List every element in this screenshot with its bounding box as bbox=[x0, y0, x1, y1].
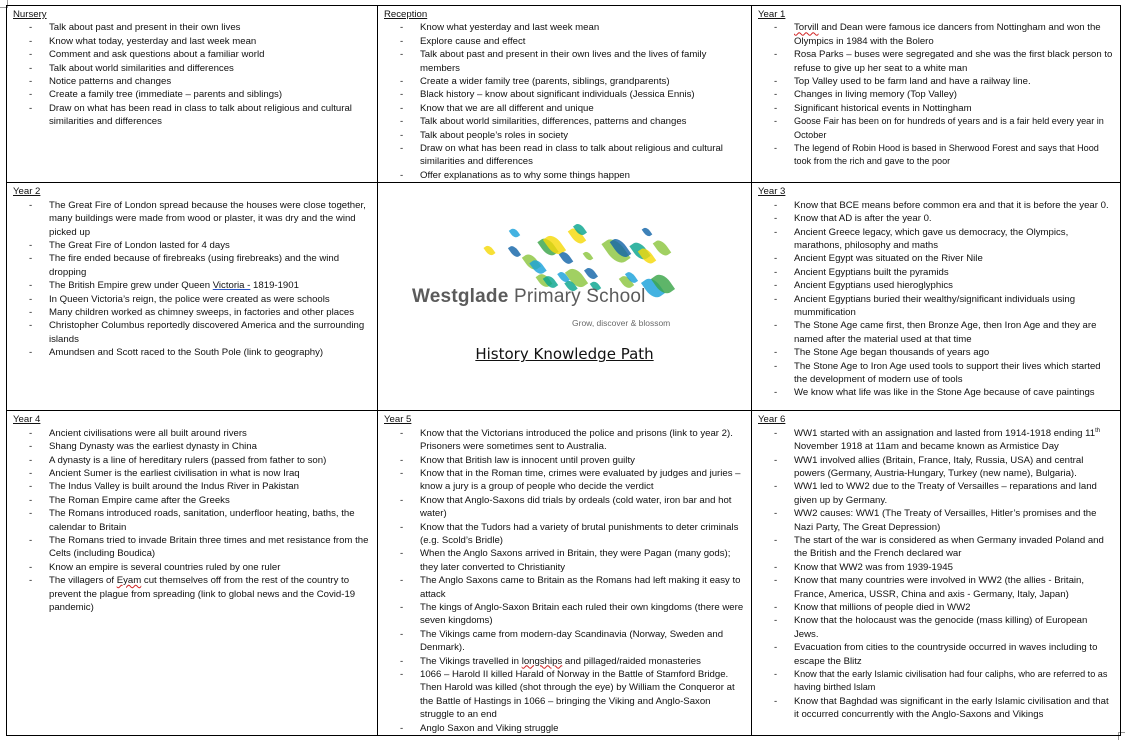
list-item: - Know that Anglo-Saxons did trials by ordeals (cold water, iron bar and hot water) bbox=[400, 494, 745, 521]
point-list bbox=[758, 695, 1114, 722]
list-item: - Know that in the Roman time, crimes were evaluated by judges and juries – know a jury is a group of people who decide the verdict bbox=[400, 467, 745, 494]
list-item: - Talk about world similarities and differences bbox=[29, 62, 371, 75]
list-item: - The Roman Empire came after the Greeks bbox=[29, 494, 371, 507]
list-item: - Know what yesterday and last week mean bbox=[400, 21, 745, 34]
point-list bbox=[758, 668, 1114, 695]
list-item: - A dynasty is a line of hereditary rulers (passed from father to son) bbox=[29, 454, 371, 467]
school-name bbox=[412, 286, 646, 308]
leaf-icon bbox=[642, 226, 653, 238]
list-item: - Amundsen and Scott raced to the South Pole (link to geography) bbox=[29, 346, 371, 359]
school-logo bbox=[412, 195, 712, 329]
cell-title: Year 3 bbox=[758, 186, 786, 198]
table-row bbox=[7, 6, 1121, 183]
list-item: - WW1 involved allies (Britain, France, Italy, Russia, USA) and central powers (Germany, Austria-Hungary, Turkey (new name), Bulgaria). bbox=[774, 454, 1114, 481]
list-item: - Know that the holocaust was the genocide (mass killing) of European Jews. bbox=[774, 614, 1114, 641]
list-item: - Draw on what has been read in class to talk about religious and cultural similarities and differences bbox=[400, 142, 745, 169]
list-item: - Ancient Greece legacy, which gave us democracy, the Olympics, marathons, philosophy and maths bbox=[774, 226, 1114, 253]
list-item: - Changes in living memory (Top Valley) bbox=[774, 88, 1114, 101]
spelling-flag[interactable]: longships bbox=[521, 655, 563, 667]
list-item: - Black history – know about significant individuals (Jessica Ennis) bbox=[400, 88, 745, 101]
list-item: - Know that Baghdad was significant in the early Islamic civilisation and that it occurred concurrently with the Anglo-Saxons and Vikings bbox=[774, 695, 1114, 722]
cell-year-2 bbox=[7, 183, 378, 411]
cell-title: Year 5 bbox=[384, 414, 412, 426]
list-item: - The fire ended because of firebreaks (using firebreaks) and the wind dropping bbox=[29, 252, 371, 279]
list-item-text: The villagers of bbox=[49, 575, 117, 587]
cell-year-4 bbox=[7, 411, 378, 736]
list-item: - Know that millions of people died in WW2 bbox=[774, 601, 1114, 614]
list-item bbox=[774, 427, 1114, 454]
list-item: - The Great Fire of London spread because the houses were close together, many buildings were made from wood or plaster, it was dry and the wind picked up bbox=[29, 199, 371, 239]
list-item: - The Stone Age to Iron Age used tools to support their lives which started the development of modern use of tools bbox=[774, 360, 1114, 387]
list-item: - Top Valley used to be farm land and have a railway line. bbox=[774, 75, 1114, 88]
cell-title: Nursery bbox=[13, 9, 47, 20]
list-item: - The Stone Age began thousands of years ago bbox=[774, 346, 1114, 359]
knowledge-path-table bbox=[6, 5, 1121, 736]
school-tagline: Grow, discover & blossom bbox=[572, 318, 671, 329]
cell-reception bbox=[378, 6, 752, 183]
cell-year-3 bbox=[752, 183, 1121, 411]
list-item: - The legend of Robin Hood is based in Sherwood Forest and says that Hood took from the rich and gave to the poor bbox=[774, 142, 1114, 169]
list-item-text: WW1 started with an assignation and lasted from 1914-1918 ending 11 bbox=[794, 427, 1096, 439]
list-item-text: 1819-1901 bbox=[250, 280, 299, 292]
list-item: - Christopher Columbus reportedly discovered America and the surrounding islands bbox=[29, 319, 371, 346]
list-item-text: and Dean were famous ice dancers from Nottingham and won the Olympics in 1984 with the Bolero bbox=[794, 22, 1101, 47]
list-item: - The Romans tried to invade Britain three times and met resistance from the Celts (including Boudica) bbox=[29, 534, 371, 561]
list-item: - WW2 causes: WW1 (The Treaty of Versailles, Hitler’s promises and the Nazi Party, The Great Depression) bbox=[774, 507, 1114, 534]
list-item: - Know that many countries were involved in WW2 (the allies - Britain, France, America, USSR, China and axis - Germany, Italy, Japan) bbox=[774, 574, 1114, 601]
point-list bbox=[758, 115, 1114, 169]
cell-year-6 bbox=[752, 411, 1121, 736]
cell-logo bbox=[378, 183, 752, 411]
list-item: - The Romans introduced roads, sanitation, underfloor heating, baths, the calendar to Britain bbox=[29, 507, 371, 534]
leaf-icon bbox=[509, 227, 520, 239]
list-item: - Comment and ask questions about a familiar world bbox=[29, 48, 371, 61]
list-item: - Notice patterns and changes bbox=[29, 75, 371, 88]
cell-title: Year 6 bbox=[758, 414, 786, 426]
list-item-text: The British Empire grew under Queen bbox=[49, 280, 213, 292]
page-title: History Knowledge Path bbox=[475, 345, 654, 364]
point-list bbox=[13, 199, 371, 360]
spelling-flag[interactable]: Eyam bbox=[116, 575, 142, 587]
list-item: - Know that we are all different and unique bbox=[400, 102, 745, 115]
list-item: - Draw on what has been read in class to talk about religious and cultural similarities and differences bbox=[29, 102, 371, 129]
table-row bbox=[7, 183, 1121, 411]
list-item: - Create a wider family tree (parents, siblings, grandparents) bbox=[400, 75, 745, 88]
list-item: - Talk about past and present in their own lives bbox=[29, 21, 371, 34]
point-list bbox=[384, 21, 745, 182]
cell-title: Reception bbox=[384, 9, 428, 20]
list-item: - Know that AD is after the year 0. bbox=[774, 212, 1114, 225]
list-item: - Know that the early Islamic civilisation had four caliphs, who are referred to as having birthed Islam bbox=[774, 668, 1114, 695]
list-item: - Goose Fair has been on for hundreds of years and is a fair held every year in October bbox=[774, 115, 1114, 142]
list-item-text: The Vikings travelled in bbox=[420, 655, 522, 667]
list-item bbox=[29, 574, 371, 614]
table-row bbox=[7, 411, 1121, 736]
point-list bbox=[758, 199, 1114, 400]
list-item: - The kings of Anglo-Saxon Britain each ruled their own kingdoms (there were seven kingdoms) bbox=[400, 601, 745, 628]
point-list bbox=[13, 21, 371, 128]
list-item: - The Indus Valley is built around the Indus River in Pakistan bbox=[29, 480, 371, 493]
list-item: - Know that WW2 was from 1939-1945 bbox=[774, 561, 1114, 574]
list-item: - Ancient Egyptians built the pyramids bbox=[774, 266, 1114, 279]
list-item: - When the Anglo Saxons arrived in Britain, they were Pagan (many gods); they later converted to Christianity bbox=[400, 547, 745, 574]
list-item: - Ancient Egyptians used hieroglyphics bbox=[774, 279, 1114, 292]
list-item: - Evacuation from cities to the countryside occurred in waves including to escape the Blitz bbox=[774, 641, 1114, 668]
cell-year-5 bbox=[378, 411, 752, 736]
list-item: - Offer explanations as to why some things happen bbox=[400, 169, 745, 182]
list-item: - 1066 – Harold II killed Harald of Norway in the Battle of Stamford Bridge. Then Harold was killed (shot through the eye) by William the Conqueror at the Battle of Hastings in 1066 – bringing the Viking and Anglo-Saxon struggle to an end bbox=[400, 668, 745, 722]
list-item: - The Great Fire of London lasted for 4 days bbox=[29, 239, 371, 252]
list-item: - In Queen Victoria’s reign, the police were created as were schools bbox=[29, 293, 371, 306]
leaf-icon bbox=[653, 238, 672, 258]
list-item: - The Anglo Saxons came to Britain as the Romans had left making it easy to attack bbox=[400, 574, 745, 601]
cell-year-1 bbox=[752, 6, 1121, 183]
school-name-bold: Westglade bbox=[412, 286, 509, 308]
list-item: - Significant historical events in Nottingham bbox=[774, 102, 1114, 115]
list-item: - Explore cause and effect bbox=[400, 35, 745, 48]
leaf-icon bbox=[559, 250, 574, 266]
point-list bbox=[384, 427, 745, 735]
leaf-icon bbox=[638, 246, 657, 266]
list-item: - Know that British law is innocent until proven guilty bbox=[400, 454, 745, 467]
leaves-icon bbox=[482, 195, 712, 295]
cell-title: Year 2 bbox=[13, 186, 41, 198]
spelling-flag[interactable]: Torvill bbox=[794, 22, 819, 34]
list-item: - Rosa Parks – buses were segregated and she was the first black person to refuse to give up her seat to a white man bbox=[774, 48, 1114, 75]
list-item: - Many children worked as chimney sweeps, in factories and other places bbox=[29, 306, 371, 319]
list-item: - Talk about past and present in their own lives and the lives of family members bbox=[400, 48, 745, 75]
list-item-text: November 1918 at 11am and became known as Armistice Day bbox=[794, 441, 1059, 453]
list-item: - WW1 led to WW2 due to the Treaty of Versailles – reparations and land given up by Germany. bbox=[774, 480, 1114, 507]
point-list bbox=[758, 21, 1114, 115]
leaf-icon bbox=[583, 250, 594, 262]
list-item: - Know that the Tudors had a variety of brutal punishments to deter criminals (e.g. Scold’s Bridle) bbox=[400, 521, 745, 548]
list-item: - Shang Dynasty was the earliest dynasty in China bbox=[29, 440, 371, 453]
list-item: - Talk about people’s roles in society bbox=[400, 129, 745, 142]
ordinal-suffix: th bbox=[1095, 427, 1101, 434]
list-item bbox=[400, 655, 745, 668]
list-item: - Know an empire is several countries ruled by one ruler bbox=[29, 561, 371, 574]
list-item: - The start of the war is considered as when Germany invaded Poland and the British and the French declared war bbox=[774, 534, 1114, 561]
cell-title: Year 1 bbox=[758, 9, 786, 20]
cell-nursery bbox=[7, 6, 378, 183]
list-item: - We know what life was like in the Stone Age because of cave paintings bbox=[774, 386, 1114, 399]
list-item: - The Stone Age came first, then Bronze Age, then Iron Age and they are named after the material used at that time bbox=[774, 319, 1114, 346]
list-item: - Ancient Egyptians buried their wealthy/significant individuals using mummification bbox=[774, 293, 1114, 320]
list-item-text: and pillaged/raided monasteries bbox=[562, 655, 701, 667]
list-item: - Create a family tree (immediate – parents and siblings) bbox=[29, 88, 371, 101]
list-item: - Ancient civilisations were all built around rivers bbox=[29, 427, 371, 440]
list-item-text: cut themselves off from the rest of the country to prevent the plague from spreading (link to global news and the Covid-19 pandemic) bbox=[49, 575, 356, 613]
point-list bbox=[13, 427, 371, 615]
point-list bbox=[758, 427, 1114, 668]
list-item: - Know that BCE means before common era and that it is before the year 0. bbox=[774, 199, 1114, 212]
list-item: - Ancient Sumer is the earliest civilisation in what is now Iraq bbox=[29, 467, 371, 480]
list-item: - Ancient Egypt was situated on the River Nile bbox=[774, 252, 1114, 265]
list-item bbox=[29, 279, 371, 292]
cell-title: Year 4 bbox=[13, 414, 41, 426]
list-item: - Talk about world similarities, differences, patterns and changes bbox=[400, 115, 745, 128]
list-item: - Know what today, yesterday and last week mean bbox=[29, 35, 371, 48]
leaf-icon bbox=[508, 244, 521, 259]
list-item bbox=[774, 21, 1114, 48]
leaf-icon bbox=[584, 266, 598, 281]
leaf-icon bbox=[483, 244, 495, 257]
school-name-regular: Primary School bbox=[513, 286, 646, 308]
list-item: - The Vikings came from modern-day Scandinavia (Norway, Sweden and Denmark). bbox=[400, 628, 745, 655]
grammar-flag[interactable]: Victoria - bbox=[212, 280, 251, 292]
list-item: - Anglo Saxon and Viking struggle bbox=[400, 722, 745, 735]
list-item: - Know that the Victorians introduced the police and prisons (link to year 2). Prisoners were sometimes sent to Australia. bbox=[400, 427, 745, 454]
